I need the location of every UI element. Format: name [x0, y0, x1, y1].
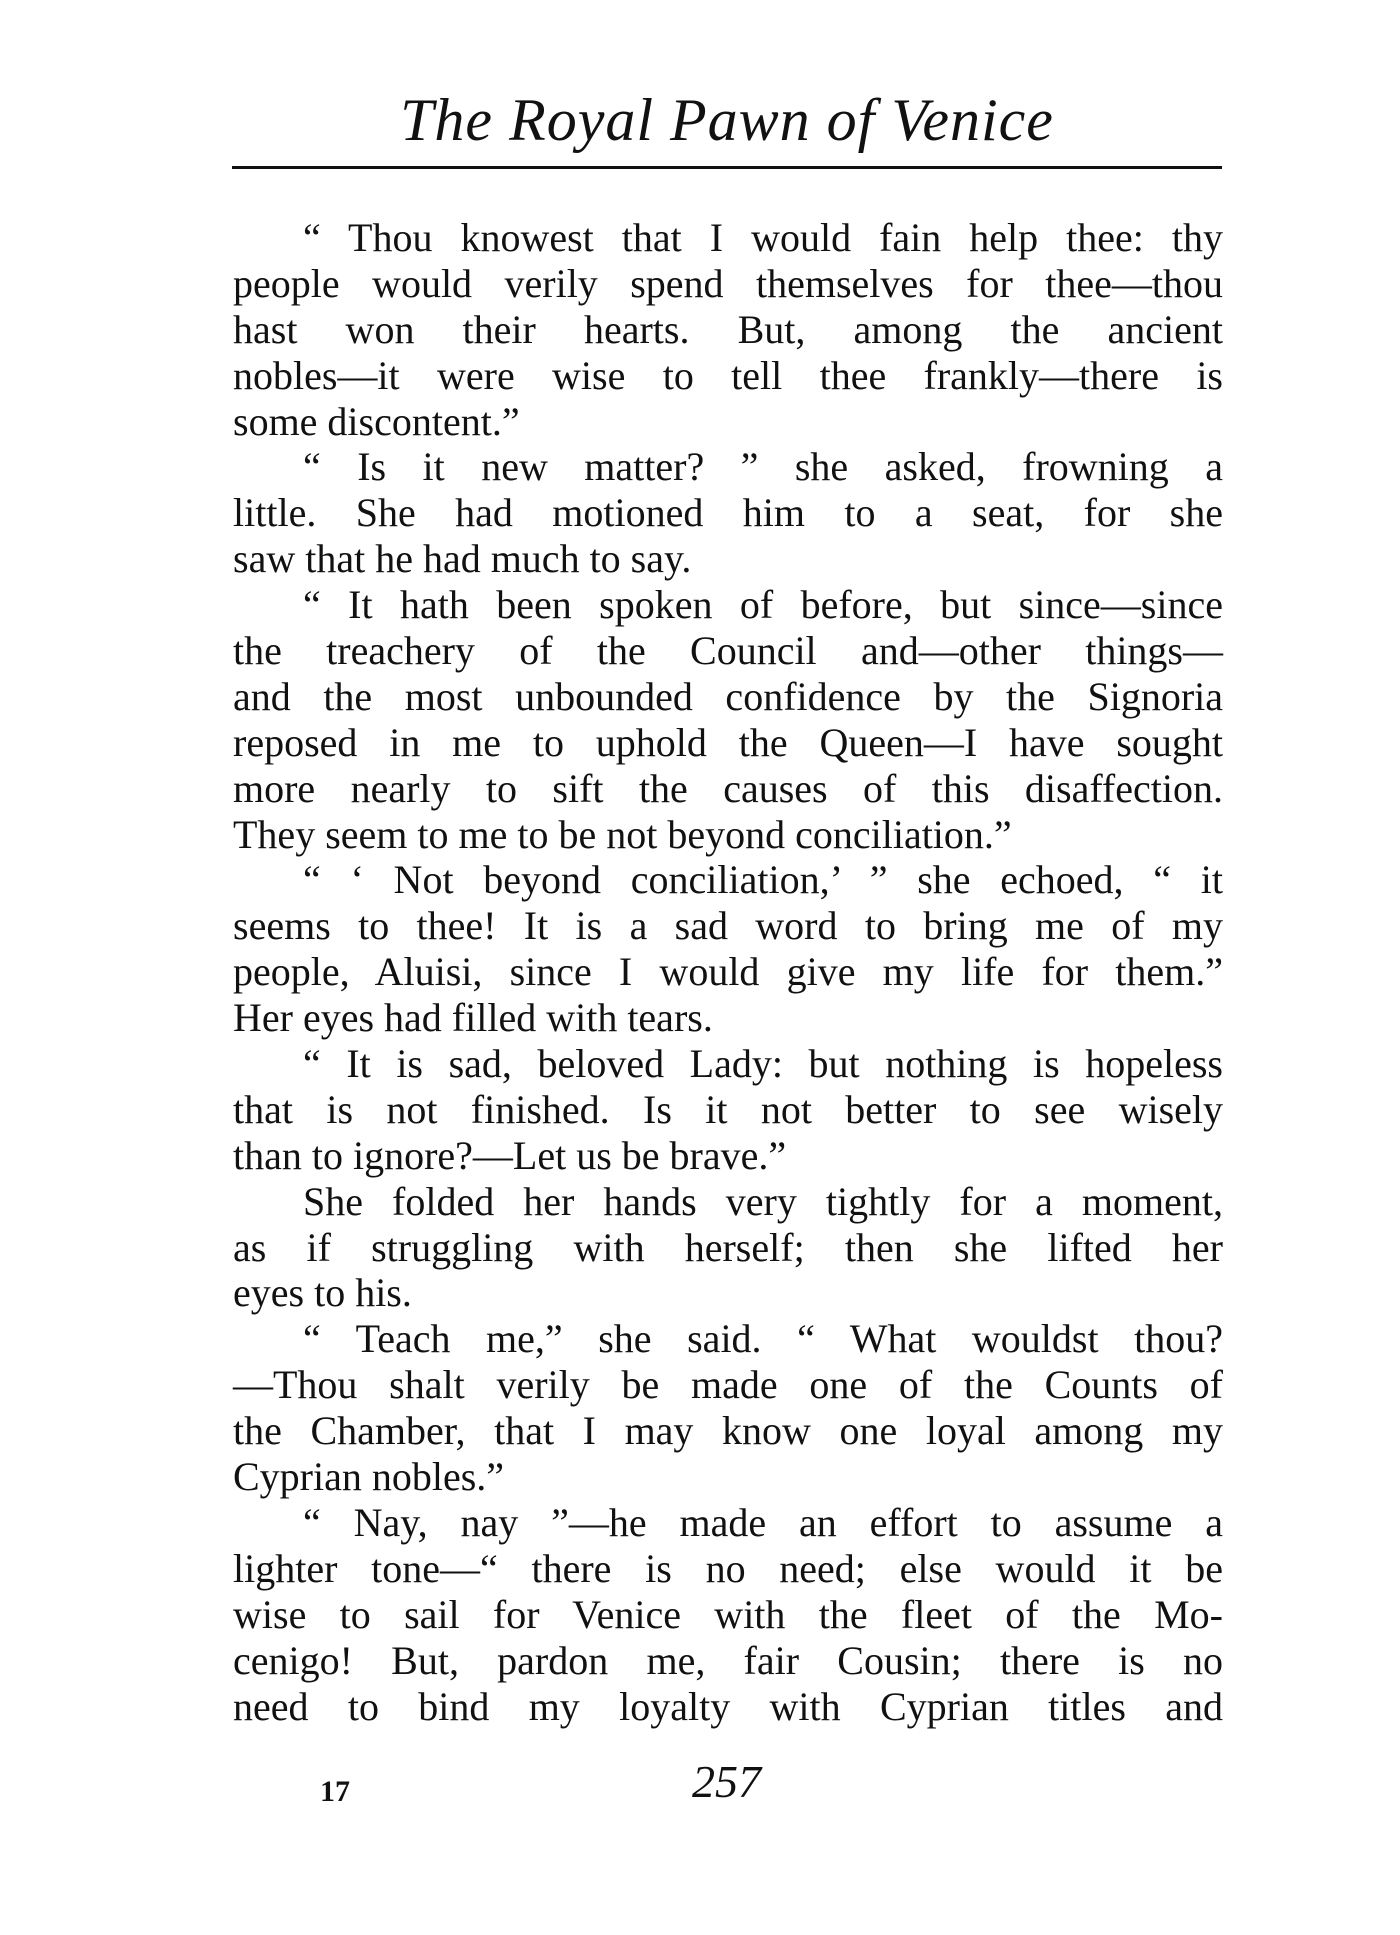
text-line: and the most unbounded confidence by the Signoria [233, 673, 1223, 719]
text-line: “ It hath been spoken of before, but since—since [303, 582, 1223, 628]
text-line: wise to sail for Venice with the fleet of the Mo- [233, 1591, 1223, 1637]
text-line: “ It is sad, beloved Lady: but nothing is hopeless [303, 1041, 1223, 1087]
text-line: hast won their hearts. But, among the ancient [233, 306, 1223, 352]
text-line: more nearly to sift the causes of this disaffection. [233, 765, 1223, 811]
text-line: eyes to his. [233, 1270, 412, 1316]
running-head-title: The Royal Pawn of Venice [400, 87, 1054, 153]
text-line: need to bind my loyalty with Cyprian titles and [233, 1683, 1223, 1729]
text-line: than to ignore?—Let us be brave.” [233, 1132, 787, 1178]
text-line: the Chamber, that I may know one loyal among my [233, 1408, 1223, 1454]
text-line: “ ‘ Not beyond conciliation,’ ” she echoed, “ it [303, 857, 1223, 903]
text-line: —Thou shalt verily be made one of the Counts of [233, 1362, 1223, 1408]
text-line: little. She had motioned him to a seat, for she [233, 490, 1223, 536]
text-line: people would verily spend themselves for thee—thou [233, 260, 1223, 306]
text-line: as if struggling with herself; then she lifted her [233, 1224, 1223, 1270]
text-line: She folded her hands very tightly for a moment, [303, 1178, 1223, 1224]
text-line: “ Is it new matter? ” she asked, frowning a [303, 444, 1223, 490]
text-line: “ Teach me,” she said. “ What wouldst thou? [303, 1316, 1223, 1362]
text-line: Cyprian nobles.” [233, 1454, 505, 1500]
text-line: people, Aluisi, since I would give my life for them.” [233, 949, 1223, 995]
body-text [233, 215, 1223, 1729]
text-line: “ Thou knowest that I would fain help thee: thy [303, 215, 1223, 260]
signature-mark: 17 [320, 1775, 350, 1808]
text-line: some discontent.” [233, 398, 520, 444]
text-line: that is not finished. Is it not better to see wisely [233, 1086, 1223, 1132]
text-line: lighter tone—“ there is no need; else would it be [233, 1545, 1223, 1591]
text-line: the treachery of the Council and—other things— [233, 628, 1223, 674]
text-line: “ Nay, nay ”—he made an effort to assume a [303, 1499, 1223, 1545]
page-number: 257 [692, 1756, 761, 1807]
header-rule [232, 166, 1222, 169]
text-line: cenigo! But, pardon me, fair Cousin; there is no [233, 1637, 1223, 1683]
text-line: nobles—it were wise to tell thee frankly—there is [233, 352, 1223, 398]
text-line: seems to thee! It is a sad word to bring me of my [233, 903, 1223, 949]
text-line: Her eyes had filled with tears. [233, 995, 713, 1041]
text-line: reposed in me to uphold the Queen—I have sought [233, 719, 1223, 765]
text-line: They seem to me to be not beyond conciliation.” [233, 811, 1012, 857]
text-line: saw that he had much to say. [233, 536, 692, 582]
